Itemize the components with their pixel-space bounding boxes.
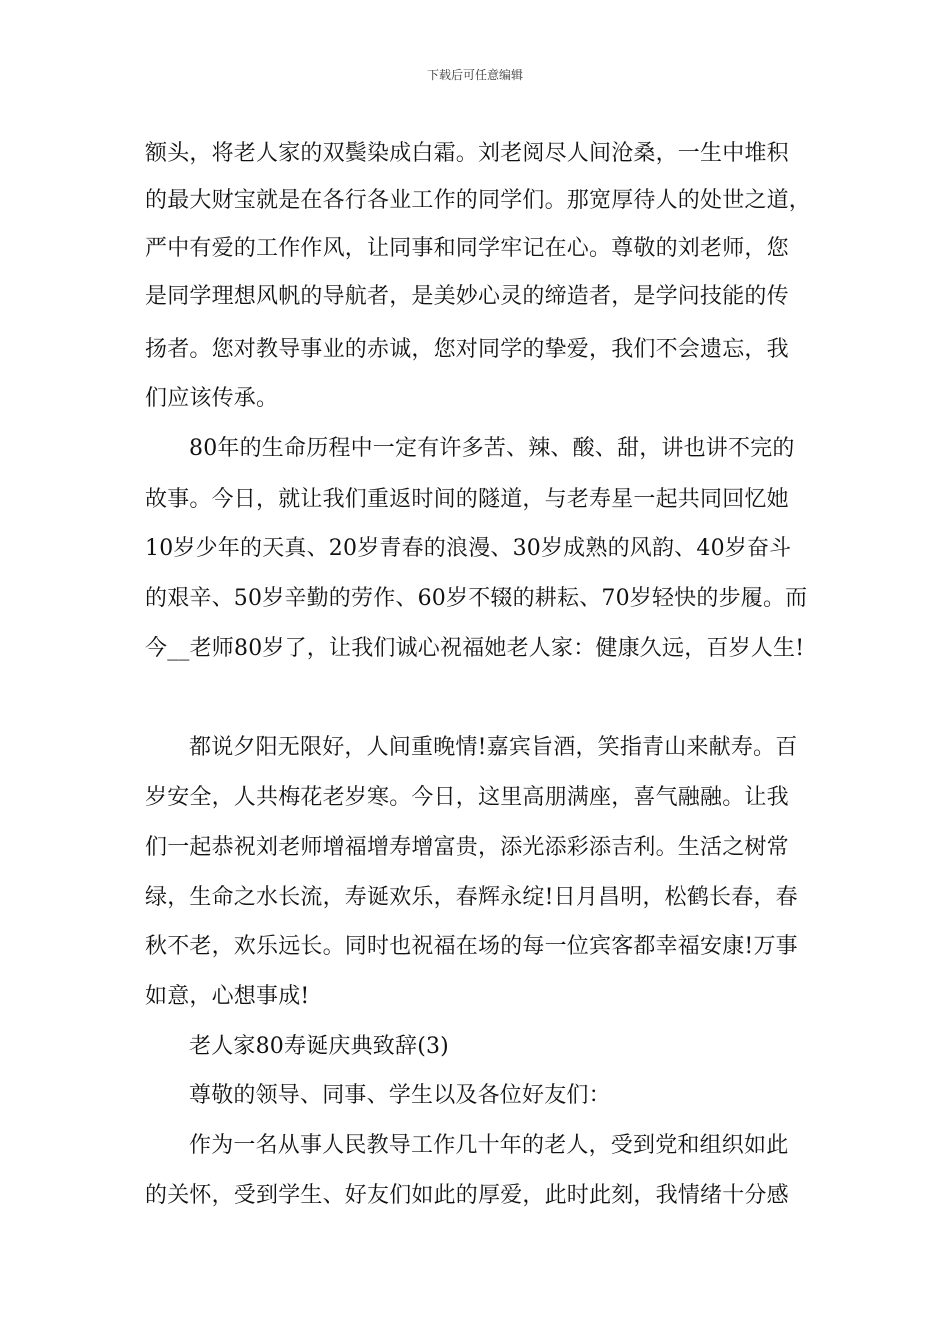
text-line: 们一起恭祝刘老师增福增寿增富贵，添光添彩添吉利。生活之树常 bbox=[145, 835, 789, 860]
text-line: 的关怀，受到学生、好友们如此的厚爱，此时此刻，我情绪十分感 bbox=[145, 1183, 789, 1208]
section-heading: 老人家80寿诞庆典致辞(3) bbox=[189, 1034, 449, 1059]
text-line: 绿，生命之水长流，寿诞欢乐，春辉永绽!日月昌明，松鹤长春，春 bbox=[145, 885, 798, 910]
text-line: 的最大财宝就是在各行各业工作的同学们。那宽厚待人的处世之道， bbox=[145, 188, 812, 213]
paragraph-first-line: 作为一名从事人民教导工作几十年的老人，受到党和组织如此 bbox=[189, 1133, 789, 1158]
paragraph-first-line: 80年的生命历程中一定有许多苦、辣、酸、甜，讲也讲不完的 bbox=[189, 436, 795, 461]
paragraph-first-line: 都说夕阳无限好，人间重晚情!嘉宾旨酒，笑指青山来献寿。百 bbox=[189, 735, 798, 760]
text-line: 如意，心想事成! bbox=[145, 984, 310, 1009]
text-line: 是同学理想风帆的导航者，是美妙心灵的缔造者，是学问技能的传 bbox=[145, 284, 789, 309]
text-line: 10岁少年的天真、20岁青春的浪漫、30岁成熟的风韵、40岁奋斗 bbox=[145, 536, 792, 561]
text-line: 的艰辛、50岁辛勤的劳作、60岁不辍的耕耘、70岁轻快的步履。而 bbox=[145, 586, 808, 611]
page-header-note: 下载后可任意编辑 bbox=[426, 68, 523, 82]
text-line: 额头，将老人家的双鬓染成白霜。刘老阅尽人间沧桑，一生中堆积 bbox=[145, 141, 789, 166]
text-line: 今__老师80岁了，让我们诚心祝福她老人家：健康久远，百岁人生! bbox=[145, 636, 805, 661]
text-line: 扬者。您对教导事业的赤诚，您对同学的挚爱，我们不会遗忘，我 bbox=[145, 337, 789, 362]
text-line: 岁安全，人共梅花老岁寒。今日，这里高朋满座，喜气融融。让我 bbox=[145, 785, 789, 810]
text-line: 秋不老，欢乐远长。同时也祝福在场的每一位宾客都幸福安康!万事 bbox=[145, 934, 798, 959]
text-line: 严中有爱的工作作风，让同事和同学牢记在心。尊敬的刘老师，您 bbox=[145, 236, 789, 261]
text-line: 们应该传承。 bbox=[145, 386, 279, 411]
text-line: 故事。今日，就让我们重返时间的隧道，与老寿星一起共同回忆她 bbox=[145, 487, 789, 512]
salutation: 尊敬的领导、同事、学生以及各位好友们： bbox=[189, 1083, 611, 1108]
